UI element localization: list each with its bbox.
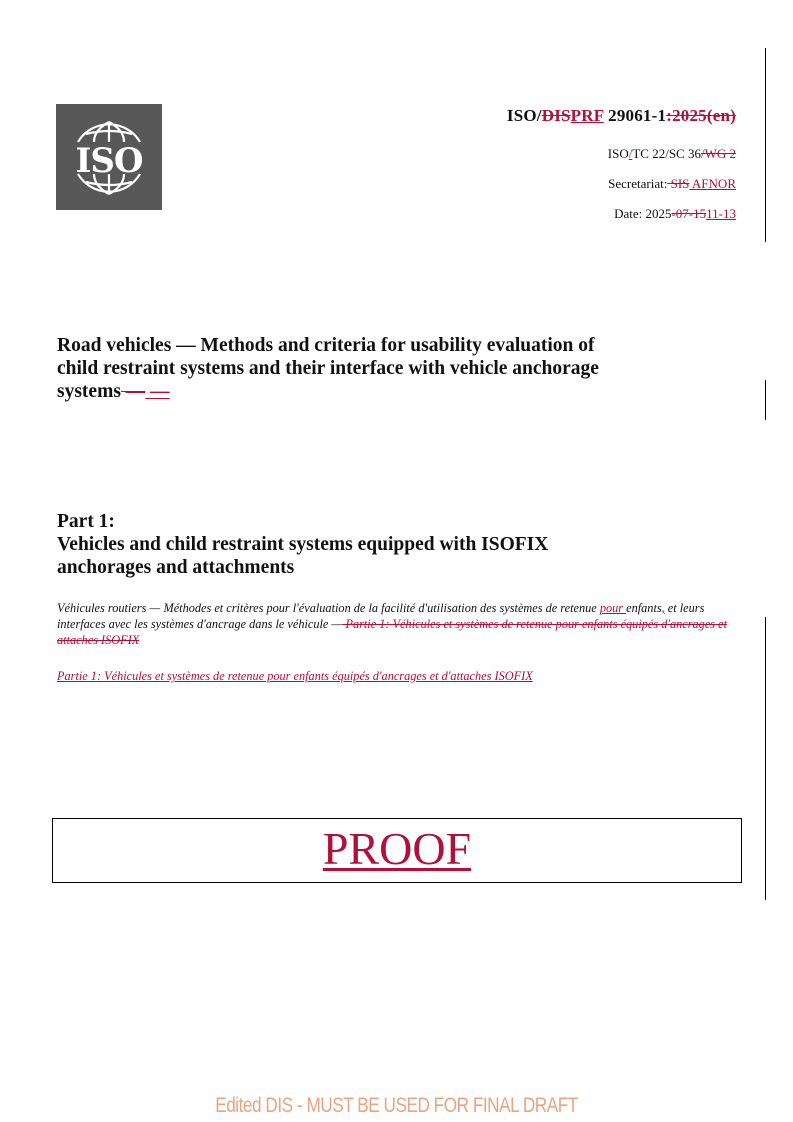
deleted-dash: — (120, 381, 146, 402)
title-line-2: child restraint systems and their interface with vehicle anchorage (57, 358, 599, 379)
document-date (614, 206, 736, 222)
inserted-comma: , (661, 601, 665, 615)
deleted-secretariat: SIS (667, 176, 690, 191)
part-title (57, 510, 747, 579)
french-title (57, 600, 747, 648)
secretariat (608, 176, 736, 192)
committee-prefix: ISO (607, 146, 629, 161)
part-title-line-2: anchorages and attachments (57, 557, 295, 578)
secretariat-label: Secretariat: (608, 176, 668, 191)
deleted-suffix: :2025(en) (666, 106, 736, 125)
date-label: Date: 2025 (614, 206, 672, 221)
inserted-french-part: Partie 1: Véhicules et systèmes de retenue pour enfants équipés d'ancrages et d'attaches ISOFIX (57, 669, 533, 683)
proof-stamp (52, 818, 742, 883)
committee-reference (608, 146, 736, 162)
doc-number: 29061-1 (603, 106, 667, 125)
part-title-line-1: Vehicles and child restraint systems equipped with ISOFIX (57, 534, 549, 555)
committee-main: TC 22/SC 36 (632, 146, 701, 161)
deleted-french-part: Partie 1: Véhicules et systèmes de retenue pour enfants équipés d'ancrages et attaches ISOFIX (57, 617, 728, 647)
document-title (57, 334, 747, 403)
inserted-date: 11-13 (706, 206, 736, 221)
inserted-secretariat: AFNOR (689, 176, 736, 191)
inserted-pour: pour (599, 601, 627, 615)
change-bar-french (765, 617, 766, 900)
title-line-3 (57, 380, 747, 403)
deleted-date: -07-15 (671, 206, 707, 221)
part-label: Part 1: (57, 511, 115, 532)
deleted-stage: DIS (541, 106, 571, 125)
title-line-1: Road vehicles — Methods and criteria for usability evaluation of (57, 335, 595, 356)
french-part-title (57, 668, 747, 684)
french-line-2: et leurs interfaces avec les systèmes d'ancrage dans le véhicule — (57, 601, 705, 631)
doc-prefix: ISO/ (506, 106, 542, 125)
footer-watermark: Edited DIS - MUST BE USED FOR FINAL DRAFT (215, 1094, 578, 1117)
change-bar-header (765, 48, 766, 242)
title-line-3-text: systems (57, 381, 121, 402)
inserted-stage: PRF (570, 106, 604, 125)
inserted-slash: / (628, 146, 633, 161)
french-enfants: enfants (626, 601, 662, 615)
french-line-1: Véhicules routiers — Méthodes et critères pour l'évaluation de la facilité d'utilisation des systèmes de retenue (57, 601, 597, 615)
svg-text:ISO: ISO (75, 141, 143, 181)
deleted-wg: /WG 2 (700, 146, 736, 161)
proof-label: PROOF (322, 823, 472, 874)
inserted-dash: — (145, 381, 170, 402)
change-bar-title (765, 380, 766, 420)
iso-logo (56, 104, 162, 210)
iso-globe-logo-icon (56, 104, 162, 210)
document-number (507, 106, 736, 126)
